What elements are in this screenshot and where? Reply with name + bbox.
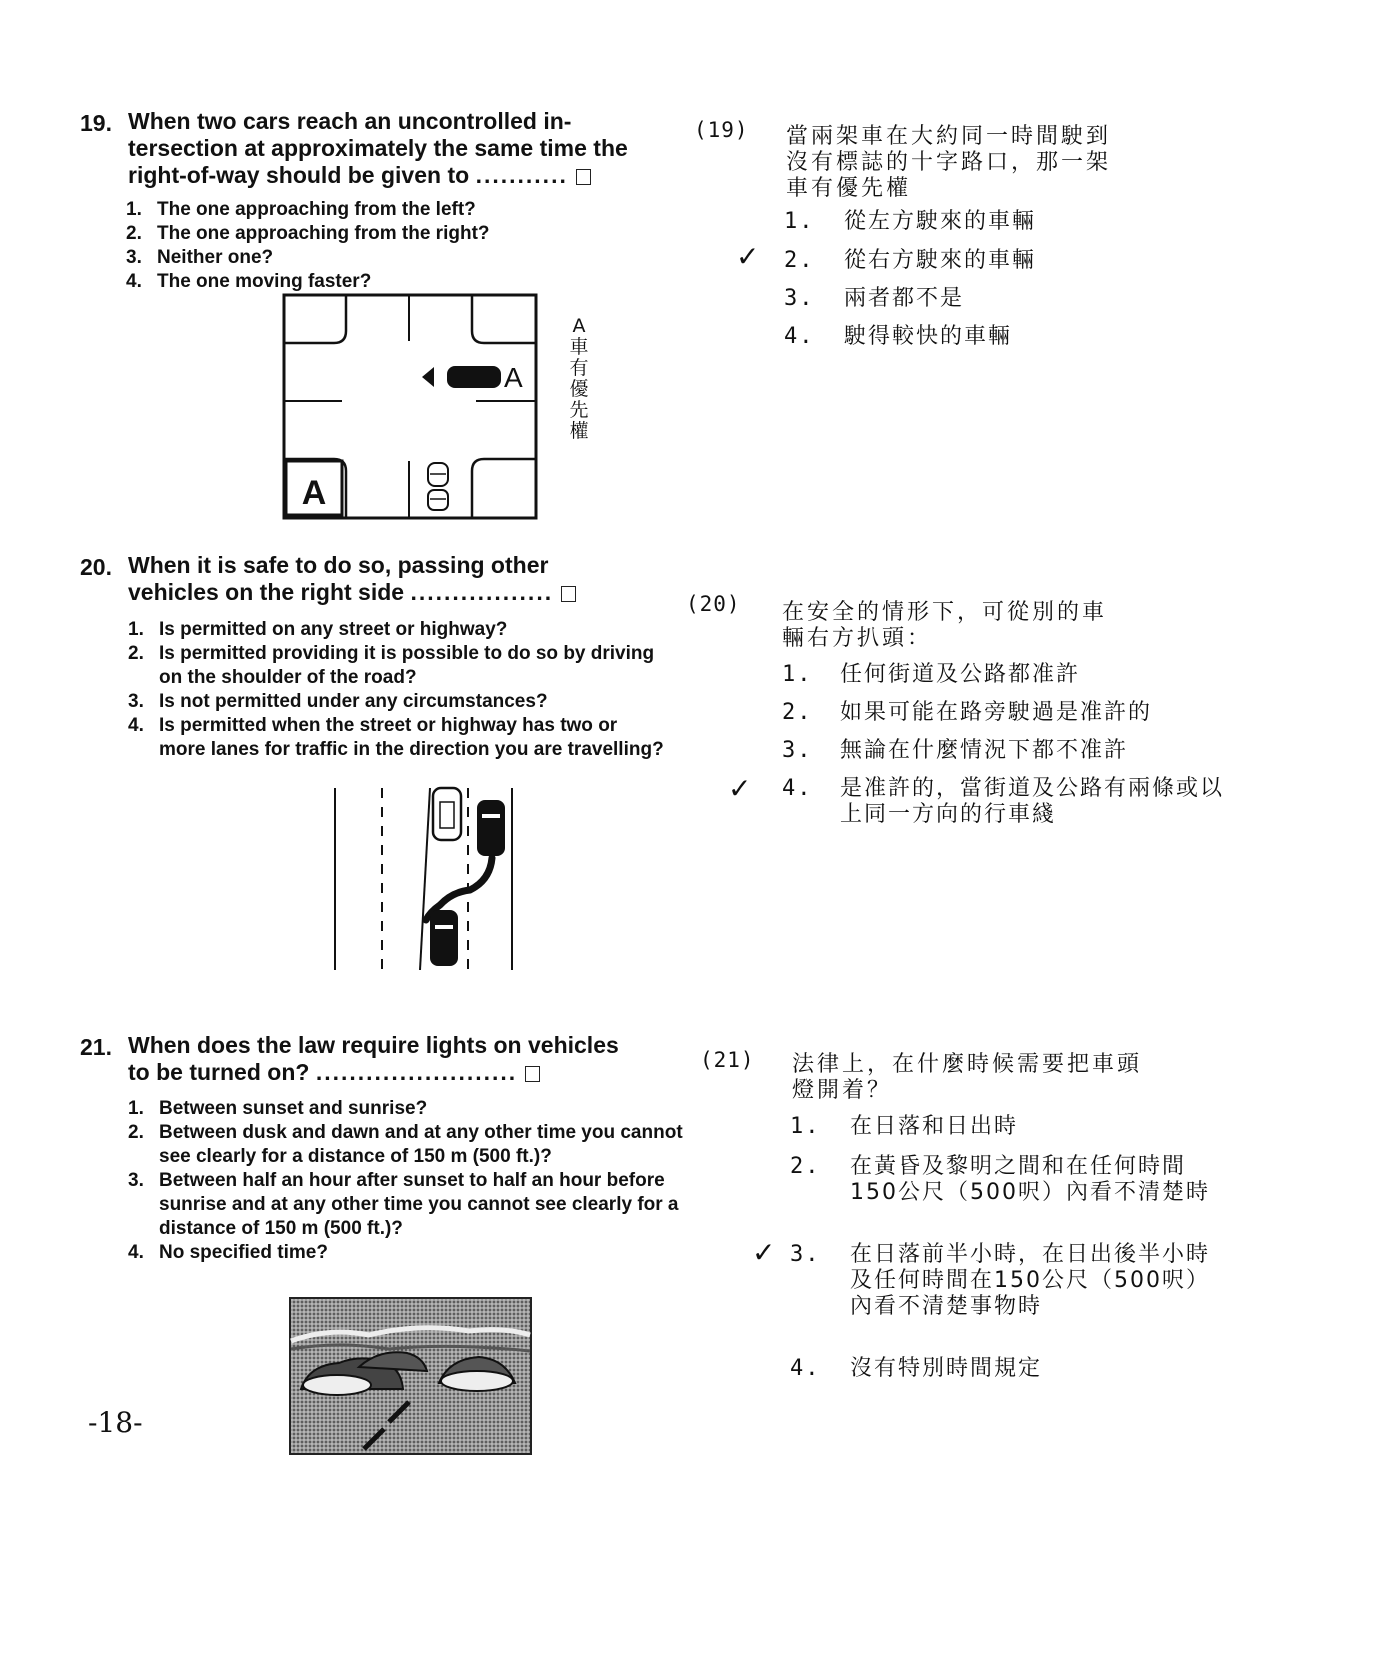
caption-char: 優 bbox=[569, 378, 589, 400]
cn-q19-text bbox=[786, 124, 1206, 202]
option-number: 3. bbox=[784, 286, 815, 311]
q19-answer-box[interactable] bbox=[576, 169, 591, 185]
q19-line-2: tersection at approximately the same time the bbox=[128, 135, 628, 161]
q20-dots: ................. bbox=[410, 579, 554, 605]
option-number: 4. bbox=[790, 1356, 821, 1381]
cn-q19-checkmark-icon: ✓ bbox=[736, 240, 760, 273]
cn-q21-option-1[interactable] bbox=[790, 1114, 1270, 1140]
option-text: Is permitted when the street or highway has two or more lanes for traffic in the direction you are travelling? bbox=[159, 715, 664, 760]
passed-car-icon bbox=[433, 788, 461, 840]
q21-option-4[interactable] bbox=[128, 1241, 688, 1265]
option-number: 2. bbox=[782, 700, 813, 725]
option-number: 3. bbox=[126, 247, 142, 268]
cn-q21-option-3[interactable] bbox=[790, 1242, 1220, 1320]
passing-car-bottom-icon bbox=[430, 910, 458, 966]
caption-char: 有 bbox=[569, 357, 589, 379]
q19-option-3[interactable] bbox=[126, 246, 490, 270]
q21-option-2[interactable] bbox=[128, 1121, 688, 1169]
q21-answer-box[interactable] bbox=[525, 1066, 540, 1082]
q19-option-4[interactable] bbox=[126, 270, 490, 294]
night-driving-illustration bbox=[289, 1297, 532, 1455]
option-number: 4. bbox=[784, 324, 815, 349]
option-text: 是准許的，當街道及公路有兩條或以上同一方向的行車綫 bbox=[840, 776, 1225, 827]
q20-option-3[interactable] bbox=[128, 690, 668, 714]
q19-text bbox=[128, 108, 708, 189]
car-label: A bbox=[504, 362, 523, 393]
q21-line-2-text: to be turned on? bbox=[128, 1059, 310, 1085]
cn-q19-line: 當兩架車在大約同一時間駛到 bbox=[786, 124, 1112, 149]
q21-dots: ........................ bbox=[315, 1059, 518, 1085]
option-number: 4. bbox=[126, 271, 142, 292]
caption-char: 先 bbox=[569, 399, 589, 421]
q20-line-1: When it is safe to do so, passing other bbox=[128, 552, 549, 578]
option-text: 如果可能在路旁駛過是准許的 bbox=[840, 700, 1153, 725]
option-text: Between half an hour after sunset to half an hour before sunrise and at any other time you cannot see clearly for a distance of 150 m (500 ft.)? bbox=[159, 1170, 679, 1239]
option-text: Is permitted on any street or highway? bbox=[159, 619, 508, 640]
cn-q20-text bbox=[782, 600, 1202, 652]
cn-q21-text bbox=[792, 1052, 1212, 1104]
q20-option-4[interactable] bbox=[128, 714, 668, 762]
option-number: 1. bbox=[790, 1114, 821, 1139]
cn-q19-number: (19) bbox=[694, 118, 749, 142]
q21-line-1: When does the law require lights on vehicles bbox=[128, 1032, 619, 1058]
option-text: 在黃昏及黎明之間和在任何時間150公尺（500呎）內看不清楚時 bbox=[850, 1154, 1210, 1205]
cn-q20-option-2[interactable] bbox=[782, 700, 1280, 726]
option-number: 2. bbox=[128, 1122, 144, 1143]
option-number: 4. bbox=[782, 776, 813, 801]
option-text: No specified time? bbox=[159, 1242, 328, 1263]
cn-q21-checkmark-icon: ✓ bbox=[752, 1236, 776, 1269]
option-number: 4. bbox=[128, 715, 144, 736]
cn-q20-line: 在安全的情形下，可從別的車 bbox=[782, 600, 1108, 625]
option-text: The one moving faster? bbox=[157, 271, 372, 292]
option-text: Between sunset and sunrise? bbox=[159, 1098, 428, 1119]
option-number: 3. bbox=[128, 691, 144, 712]
option-text: The one approaching from the left? bbox=[157, 199, 476, 220]
cn-q19-option-3[interactable] bbox=[784, 286, 1264, 312]
option-text: Neither one? bbox=[157, 247, 274, 268]
option-number: 3. bbox=[782, 738, 813, 763]
q20-line-2 bbox=[128, 579, 708, 606]
q19-option-2[interactable] bbox=[126, 222, 490, 246]
option-text: Is not permitted under any circumstances? bbox=[159, 691, 548, 712]
q21-option-3[interactable] bbox=[128, 1169, 688, 1241]
cn-q21-option-4[interactable] bbox=[790, 1356, 1270, 1382]
q21-line-2 bbox=[128, 1059, 708, 1086]
option-number: 2. bbox=[790, 1154, 821, 1179]
car-b-icon bbox=[428, 463, 448, 510]
cn-q19-option-1[interactable] bbox=[784, 209, 1264, 235]
option-number: 1. bbox=[784, 209, 815, 234]
option-text: The one approaching from the right? bbox=[157, 223, 490, 244]
diagram-side-caption bbox=[567, 316, 591, 442]
option-number: 1. bbox=[128, 1098, 144, 1119]
option-number: 3. bbox=[128, 1170, 144, 1191]
caption-char: 車 bbox=[569, 336, 589, 358]
q20-number: 20. bbox=[80, 554, 112, 580]
option-number: 1. bbox=[126, 199, 142, 220]
option-text: 兩者都不是 bbox=[844, 286, 965, 311]
cn-q19-option-4[interactable] bbox=[784, 324, 1264, 350]
q20-option-1[interactable] bbox=[128, 618, 668, 642]
cn-q20-option-1[interactable] bbox=[782, 662, 1260, 688]
option-number: 2. bbox=[128, 643, 144, 664]
option-text: 駛得較快的車輛 bbox=[844, 324, 1013, 349]
option-text: 沒有特別時間規定 bbox=[850, 1356, 1043, 1381]
cn-q21-line: 燈開着？ bbox=[792, 1078, 893, 1103]
cn-q19-line: 沒有標誌的十字路口，那一架 bbox=[786, 150, 1112, 175]
passing-car-top-icon bbox=[477, 800, 505, 856]
q19-option-1[interactable] bbox=[126, 198, 490, 222]
option-number: 2. bbox=[784, 248, 815, 273]
cn-q20-option-3[interactable] bbox=[782, 738, 1260, 764]
q19-line-3-text: right-of-way should be given to bbox=[128, 162, 470, 188]
q21-option-1[interactable] bbox=[128, 1097, 688, 1121]
q19-number: 19. bbox=[80, 110, 112, 136]
option-number: 2. bbox=[126, 223, 142, 244]
cn-q19-option-2[interactable] bbox=[784, 248, 1264, 274]
q19-dots: ........... bbox=[475, 162, 568, 188]
cn-q20-checkmark-icon: ✓ bbox=[728, 772, 752, 805]
cn-q20-option-4[interactable] bbox=[782, 776, 1230, 828]
option-text: 在日落和日出時 bbox=[850, 1114, 1019, 1139]
cn-q20-number: (20) bbox=[686, 592, 741, 616]
q19-options bbox=[126, 198, 490, 294]
q21-options bbox=[128, 1097, 688, 1265]
option-text: 無論在什麼情況下都不准許 bbox=[840, 738, 1129, 763]
cn-q21-option-2[interactable] bbox=[790, 1154, 1220, 1206]
cn-q20-line: 輛右方扒頭： bbox=[782, 626, 933, 651]
page-number: -18- bbox=[88, 1406, 143, 1439]
q20-answer-box[interactable] bbox=[561, 586, 576, 602]
option-text: Is permitted providing it is possible to do so by driving on the shoulder of the road? bbox=[159, 643, 655, 688]
q20-text bbox=[128, 552, 708, 606]
q19-line-1: When two cars reach an uncontrolled in- bbox=[128, 108, 572, 134]
option-number: 1. bbox=[128, 619, 144, 640]
passing-diagram bbox=[322, 780, 532, 975]
option-text: 在日落前半小時，在日出後半小時及任何時間在150公尺（500呎）內看不清楚事物時 bbox=[850, 1242, 1211, 1319]
cn-q21-number: (21) bbox=[700, 1048, 755, 1072]
option-number: 1. bbox=[782, 662, 813, 687]
option-number: 3. bbox=[790, 1242, 821, 1267]
option-text: 任何街道及公路都准許 bbox=[840, 662, 1081, 687]
q21-number: 21. bbox=[80, 1034, 112, 1060]
q21-text bbox=[128, 1032, 708, 1086]
q20-line-2-text: vehicles on the right side bbox=[128, 579, 405, 605]
caption-char: 權 bbox=[569, 420, 589, 442]
intersection-diagram bbox=[282, 293, 538, 521]
caption-char: A bbox=[572, 315, 586, 337]
option-text: Between dusk and dawn and at any other time you cannot see clearly for a distance of 150 m (500 ft.)? bbox=[159, 1122, 683, 1167]
option-number: 4. bbox=[128, 1242, 144, 1263]
car-a-icon bbox=[422, 366, 501, 388]
q20-options bbox=[128, 618, 668, 762]
corner-label: A bbox=[301, 474, 327, 512]
option-text: 從右方駛來的車輛 bbox=[844, 248, 1037, 273]
q19-line-3 bbox=[128, 162, 708, 189]
cn-q21-line: 法律上，在什麼時候需要把車頭 bbox=[792, 1052, 1143, 1077]
q20-option-2[interactable] bbox=[128, 642, 668, 690]
cn-q19-line: 車有優先權 bbox=[786, 176, 912, 201]
option-text: 從左方駛來的車輛 bbox=[844, 209, 1037, 234]
